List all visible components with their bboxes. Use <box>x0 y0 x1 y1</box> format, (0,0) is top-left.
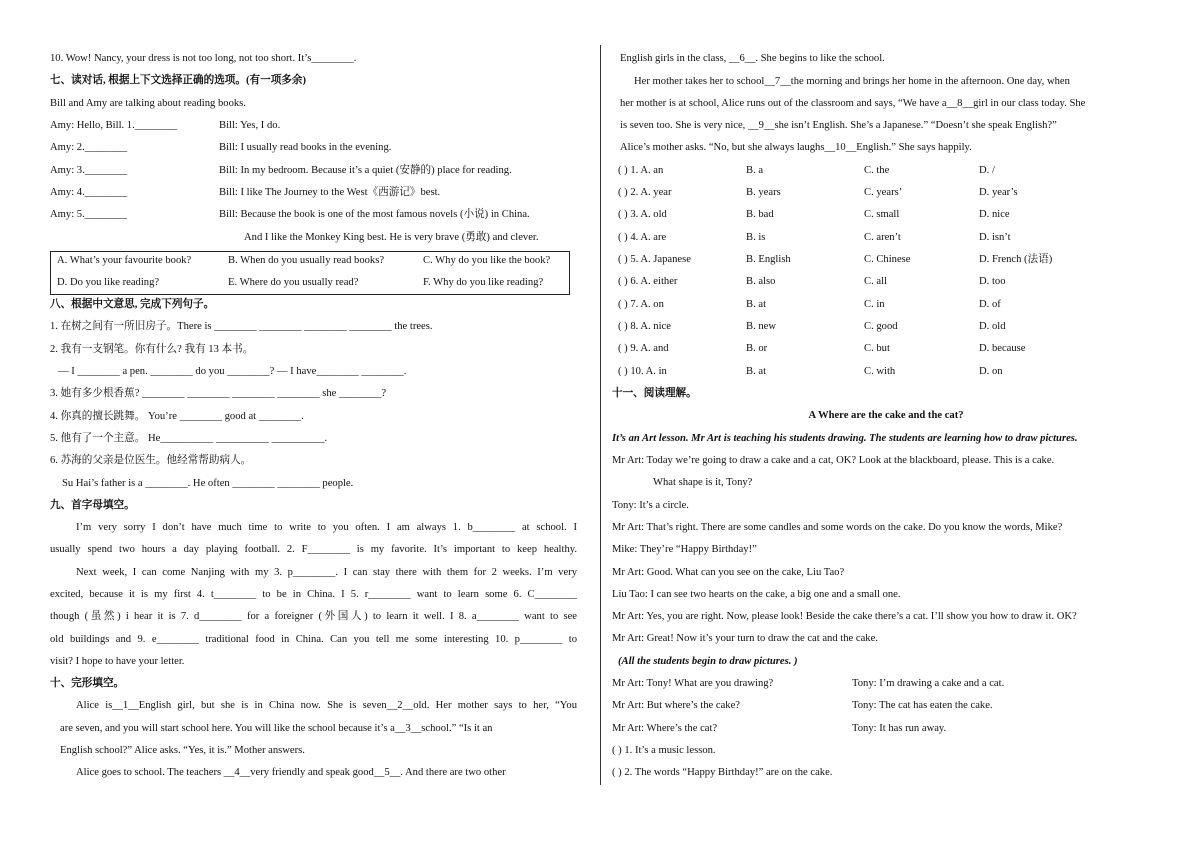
option-a: A. What’s your favourite book? <box>57 255 192 266</box>
section-11-title: 十一、阅读理解。 <box>612 388 697 399</box>
true-false-item: ( ) 2. The words “Happy Birthday!” are on the cake. <box>612 767 833 778</box>
choice-b: B. or <box>746 343 768 354</box>
choice-d: D. / <box>979 165 995 176</box>
choice-d: D. nice <box>979 209 1010 220</box>
choice-d: D. because <box>979 343 1026 354</box>
passage-line: are seven, and you will start school here. You will like the school because it’s a__3__school.” “Is it an <box>60 723 493 734</box>
choice-b: B. at <box>746 366 767 377</box>
dialog-line <box>50 119 580 133</box>
option-c: C. Why do you like the book? <box>423 255 551 266</box>
dialog-line <box>612 722 1160 736</box>
bill-line: Bill: Yes, I do. <box>219 120 281 131</box>
choice-c: C. but <box>864 343 890 354</box>
choice-d: D. too <box>979 276 1006 287</box>
cloze-line: visit? I hope to have your letter. <box>50 656 185 667</box>
choice-d: D. French (法语) <box>979 254 1053 265</box>
choice-c: C. in <box>864 299 885 310</box>
passage-line: English girls in the class, __6__. She begins to like the school. <box>620 53 885 64</box>
cloze-line: Next week, I can come Nanjing with my 3. p________. I can stay there with them for 2 weeks. I’m very <box>76 567 577 578</box>
choice-d: D. of <box>979 299 1001 310</box>
choice-b: B. English <box>746 254 791 265</box>
dialog-line <box>612 699 1160 713</box>
translation-item: 2. 我有一支钢笔。你有什么? 我有 13 本书。 <box>50 344 254 355</box>
passage-line: What shape is it, Tony? <box>653 477 753 488</box>
cloze-line: old buildings and 9. e________ traditional food in China. Can you tell me some interesting 10. p________ to <box>50 634 577 645</box>
choice-c: C. good <box>864 321 898 332</box>
choice-a: ( ) 9. A. and <box>618 343 669 354</box>
dialog-line <box>50 186 580 200</box>
choice-a: ( ) 1. A. an <box>618 165 664 176</box>
choice-d: D. on <box>979 366 1003 377</box>
passage-intro: It’s an Art lesson. Mr Art is teaching his students drawing. The students are learning how to draw pictures. <box>612 433 1078 444</box>
choice-b: B. new <box>746 321 777 332</box>
option-e: E. Where do you usually read? <box>228 277 359 288</box>
bill-line: Bill: I like The Journey to the West《西游记》best. <box>219 187 441 198</box>
section-7-title: 七、读对话, 根据上下文选择正确的选项。(有一项多余) <box>50 75 307 86</box>
passage-line: Alice is__1__English girl, but she is in China now. She is seven__2__old. Her mother says to her, “You <box>76 700 577 711</box>
passage-line: is seven too. She is very nice, __9__she isn’t English. She’s a Japanese.” “Doesn’t she speak English?” <box>620 120 1057 131</box>
passage-line: Tony: It’s a circle. <box>612 500 689 511</box>
choice-a: ( ) 7. A. on <box>618 299 664 310</box>
choice-b: B. a <box>746 165 764 176</box>
section-7-intro: Bill and Amy are talking about reading books. <box>50 98 246 109</box>
translation-item: 4. 你真的擅长跳舞。 You’re ________ good at ________. <box>50 411 304 422</box>
tony-line: Tony: I’m drawing a cake and a cat. <box>852 678 1005 689</box>
dialog-line <box>50 164 580 178</box>
choice-b: B. bad <box>746 209 774 220</box>
amy-line: Amy: 3.________ <box>50 165 128 176</box>
choice-a: ( ) 10. A. in <box>618 366 667 377</box>
choice-b: B. years <box>746 187 781 198</box>
section-10-title: 十、完形填空。 <box>50 678 125 689</box>
translation-item: 1. 在树之间有一所旧房子。There is ________ ________ ________ ________ the trees. <box>50 321 433 332</box>
option-d: D. Do you like reading? <box>57 277 160 288</box>
cloze-line: though (虽然) i hear it is 7. d________ for a foreigner (外国人) to learn it well. I 8. a________ want to see <box>50 611 577 622</box>
choice-b: B. also <box>746 276 776 287</box>
passage-line: Liu Tao: I can see two hearts on the cake, a big one and a small one. <box>612 589 901 600</box>
choice-c: C. small <box>864 209 900 220</box>
amy-line: Amy: 4.________ <box>50 187 128 198</box>
bill-line: Bill: I usually read books in the evening. <box>219 142 392 153</box>
choice-d: D. year’s <box>979 187 1018 198</box>
cloze-line: excited, because it is my first 4. t________ to be in China. I 5. r________ want to learn some 6. C________ <box>50 589 577 600</box>
option-b: B. When do you usually read books? <box>228 255 385 266</box>
dialog-line <box>50 208 580 222</box>
choice-a: ( ) 3. A. old <box>618 209 667 220</box>
amy-line: Amy: 2.________ <box>50 142 128 153</box>
section-8-title: 八、根据中文意思, 完成下列句子。 <box>50 299 215 310</box>
passage-line: her mother is at school, Alice runs out of the classroom and says, “We have a__8__girl in our class today. She <box>620 98 1086 109</box>
column-divider <box>600 45 601 785</box>
translation-item: 3. 她有多少根香蕉? ________ ________ ________ ________ she ________? <box>50 388 387 399</box>
passage-line: Alice goes to school. The teachers __4__very friendly and speak good__5__. And there are two other <box>76 767 506 778</box>
translation-item: 6. 苏海的父亲是位医生。他经常帮助病人。 <box>50 455 252 466</box>
passage-line: Mr Art: Great! Now it’s your turn to draw the cat and the cake. <box>612 633 878 644</box>
passage-line: Mike: They’re “Happy Birthday!” <box>612 544 757 555</box>
dialog-line <box>50 141 580 155</box>
translation-item: — I ________ a pen. ________ do you ________? — I have________ ________. <box>58 366 407 377</box>
passage-line: Mr Art: Today we’re going to draw a cake and a cat, OK? Look at the blackboard, please. This is a cake. <box>612 455 1055 466</box>
cloze-line: I’m very sorry I don’t have much time to write to you often. I am always 1. b________ at school. I <box>76 522 577 533</box>
passage-line: Mr Art: That’s right. There are some candles and some words on the cake. Do you know the words, Mike? <box>612 522 1063 533</box>
mr-art-line: Mr Art: Where’s the cat? <box>612 723 718 734</box>
choice-c: C. all <box>864 276 887 287</box>
amy-line: Amy: Hello, Bill. 1.________ <box>50 120 178 131</box>
choice-a: ( ) 6. A. either <box>618 276 678 287</box>
choice-d: D. isn’t <box>979 232 1011 243</box>
true-false-item: ( ) 1. It’s a music lesson. <box>612 745 716 756</box>
choice-c: C. aren’t <box>864 232 901 243</box>
bill-line: Bill: Because the book is one of the most famous novels (小说) in China. <box>219 209 530 220</box>
choice-d: D. old <box>979 321 1006 332</box>
passage-line: Mr Art: Yes, you are right. Now, please look! Beside the cake there’s a cat. I’ll show you how to draw it. OK? <box>612 611 1077 622</box>
choice-a: ( ) 2. A. year <box>618 187 672 198</box>
cloze-line: usually spend two hours a day playing football. 2. F________ is my favorite. It’s important to keep healthy. <box>50 544 577 555</box>
section-9-title: 九、首字母填空。 <box>50 500 135 511</box>
choice-c: C. the <box>864 165 890 176</box>
choice-b: B. at <box>746 299 767 310</box>
choice-a: ( ) 4. A. are <box>618 232 667 243</box>
passage-title: A Where are the cake and the cat? <box>808 410 964 421</box>
choice-c: C. years’ <box>864 187 903 198</box>
choice-b: B. is <box>746 232 766 243</box>
stage-direction: (All the students begin to draw pictures. ) <box>618 656 798 667</box>
translation-item: 5. 他有了一个主意。 He__________ __________ __________. <box>50 433 328 444</box>
amy-line: Amy: 5.________ <box>50 209 128 220</box>
options-box <box>50 251 570 295</box>
tony-line: Tony: It has run away. <box>852 723 947 734</box>
mr-art-line: Mr Art: Tony! What are you drawing? <box>612 678 774 689</box>
dialog-line <box>612 677 1160 691</box>
mr-art-line: Mr Art: But where’s the cake? <box>612 700 740 711</box>
passage-line: Mr Art: Good. What can you see on the cake, Liu Tao? <box>612 567 845 578</box>
question-10: 10. Wow! Nancy, your dress is not too long, not too short. It’s________. <box>50 53 357 64</box>
passage-line: Alice’s mother asks. “No, but she always laughs__10__English.” She says happily. <box>620 142 972 153</box>
choice-c: C. with <box>864 366 896 377</box>
option-f: F. Why do you like reading? <box>423 277 544 288</box>
passage-line: English school?” Alice asks. “Yes, it is.” Mother answers. <box>60 745 305 756</box>
choice-c: C. Chinese <box>864 254 911 265</box>
tony-line: Tony: The cat has eaten the cake. <box>852 700 993 711</box>
choice-a: ( ) 5. A. Japanese <box>618 254 691 265</box>
dialog-continuation: And I like the Monkey King best. He is very brave (勇敢) and clever. <box>244 232 539 243</box>
translation-item: Su Hai’s father is a ________. He often ________ ________ people. <box>62 478 354 489</box>
passage-line: Her mother takes her to school__7__the morning and brings her home in the afternoon. One day, when <box>634 76 1070 87</box>
choice-a: ( ) 8. A. nice <box>618 321 671 332</box>
bill-line: Bill: In my bedroom. Because it’s a quiet (安静的) place for reading. <box>219 165 512 176</box>
